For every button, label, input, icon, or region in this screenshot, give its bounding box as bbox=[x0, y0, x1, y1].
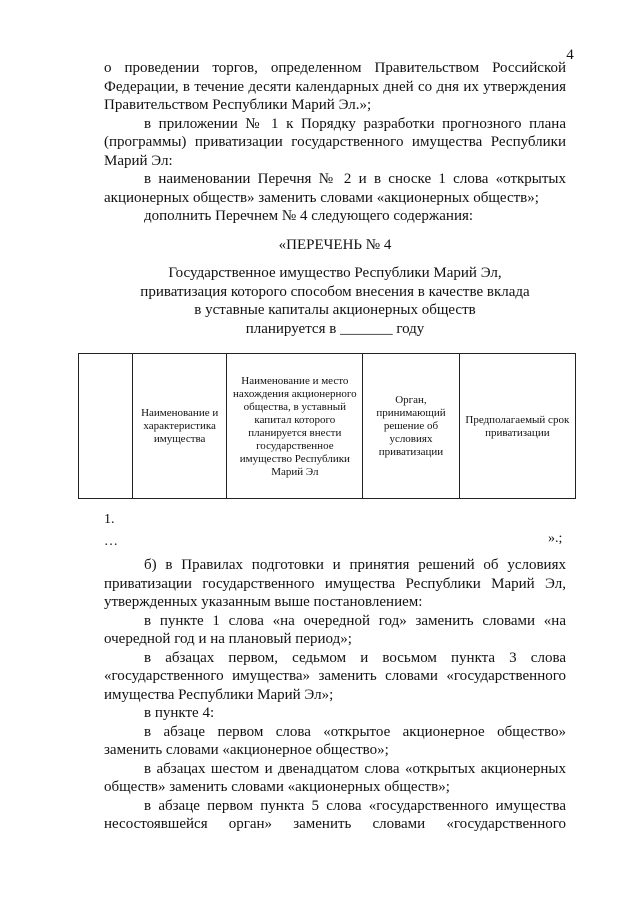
table-header-row bbox=[79, 354, 576, 500]
body-last-line bbox=[104, 815, 566, 834]
body-paragraph-4: в пункте 4: bbox=[144, 705, 215, 721]
last-line-word-1: несостоявшейся bbox=[104, 816, 208, 832]
body-paragraph-7: в абзаце первом пункта 5 слова «государственного имущества bbox=[144, 797, 566, 814]
table-header-authority: Орган, принимающий решение об условиях приватизации bbox=[363, 354, 460, 500]
list-subtitle-line-1: Государственное имущество Республики Марий Эл, bbox=[168, 265, 502, 281]
body-paragraph-3: в абзацах первом, седьмом и восьмом пункта 3 слова «государственного имущества» заменить словами «государственного имущества Республики Марий Эл»; bbox=[104, 649, 566, 703]
table-header-term: Предполагаемый срок приватизации bbox=[459, 354, 575, 500]
table-row-number: 1. bbox=[104, 512, 115, 527]
last-line-word-5: «государственного bbox=[446, 816, 566, 832]
last-line-word-2: орган» bbox=[228, 816, 273, 832]
table-header-property: Наименование и характеристика имущества bbox=[132, 354, 227, 500]
intro-paragraph-1: о проведении торгов, определенном Правительством Российской Федерации, в течение десяти календарных дней со дня их утверждения Правительством Республики Марий Эл.»; bbox=[104, 60, 566, 113]
table-header-number bbox=[79, 354, 133, 500]
table-row-ellipsis: … bbox=[104, 534, 118, 549]
page-number: 4 bbox=[566, 47, 574, 63]
last-line-word-4: словами bbox=[372, 816, 426, 832]
list-title: «ПЕРЕЧЕНЬ № 4 bbox=[278, 236, 392, 253]
intro-section bbox=[104, 59, 566, 338]
body-section bbox=[104, 556, 566, 834]
table-header-company: Наименование и место нахождения акционерного общества, в уставный капитал которого планируется внести государственное имущество Республики Марий Эл bbox=[227, 354, 363, 500]
list-subtitle-line-3: в уставные капиталы акционерных обществ bbox=[194, 302, 476, 318]
body-paragraph-1: б) в Правилах подготовки и принятия решений об условиях приватизации государственного имущества Республики Марий Эл, утвержденных указанным выше постановлением: bbox=[104, 557, 566, 610]
intro-paragraph-4: дополнить Перечнем № 4 следующего содержания: bbox=[144, 208, 474, 224]
intro-paragraph-3: в наименовании Перечня № 2 и в сноске 1 слова «открытых акционерных обществ» заменить словами «акционерных обществ»; bbox=[104, 171, 566, 206]
privatization-table bbox=[78, 353, 576, 499]
body-paragraph-6: в абзацах шестом и двенадцатом слова «открытых акционерных обществ» заменить словами «акционерных обществ»; bbox=[104, 760, 566, 795]
body-paragraph-2: в пункте 1 слова «на очередной год» заменить словами «на очередной год и на плановый период»; bbox=[104, 612, 566, 647]
list-subtitle-line-2: приватизация которого способом внесения в качестве вклада bbox=[140, 283, 530, 300]
last-line-word-3: заменить bbox=[293, 816, 352, 832]
list-subtitle-line-4: планируется в _______ году bbox=[245, 320, 425, 337]
table-bottom-rule bbox=[78, 498, 576, 499]
table-closing-quote: ».; bbox=[548, 531, 563, 546]
intro-paragraph-2: в приложении № 1 к Порядку разработки прогнозного плана (программы) приватизации государственного имущества Республики Марий Эл: bbox=[104, 115, 566, 169]
body-paragraph-5: в абзаце первом слова «открытое акционерное общество» заменить словами «акционерное общество»; bbox=[104, 723, 566, 758]
